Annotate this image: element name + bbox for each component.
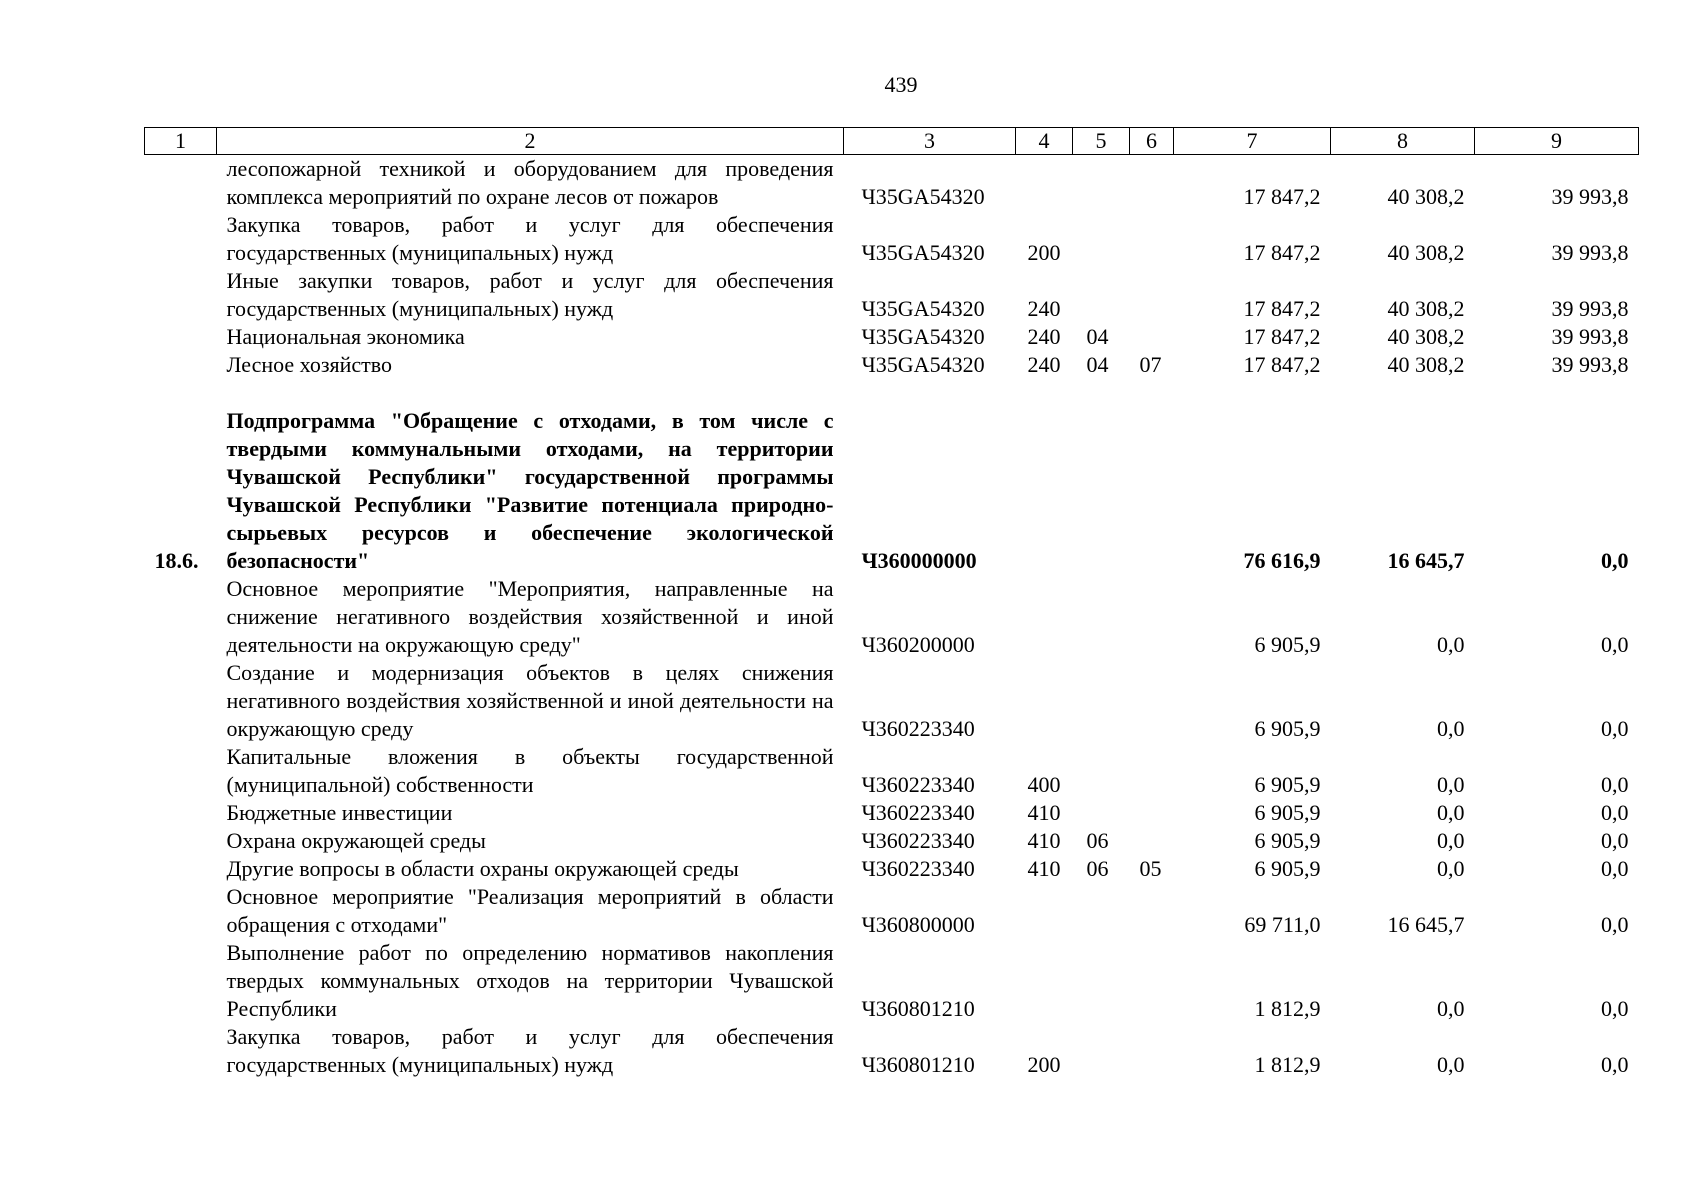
amount-col8: 0,0 — [1437, 772, 1465, 797]
subsection-code: 05 — [1139, 856, 1162, 881]
subsection-code — [1130, 827, 1174, 855]
row-number — [145, 267, 217, 323]
amount-col8: 16 645,7 — [1387, 548, 1465, 573]
row-number — [145, 743, 217, 799]
subsection-code: 07 — [1139, 352, 1162, 377]
section-code — [1073, 267, 1130, 323]
expense-type-code: 410 — [1027, 800, 1061, 825]
expense-type-code — [1016, 883, 1073, 939]
table-row — [145, 407, 1639, 575]
amount-col9: 0,0 — [1601, 912, 1629, 937]
amount-col7: 17 847,2 — [1243, 296, 1321, 321]
column-header: 7 — [1174, 128, 1331, 155]
row-number — [145, 659, 217, 743]
expense-type-code: 410 — [1027, 856, 1061, 881]
section-code: 04 — [1086, 324, 1109, 349]
expense-type-code — [1016, 575, 1073, 659]
expense-type-code: 200 — [1027, 240, 1061, 265]
row-name: Лесное хозяйство — [226, 352, 393, 377]
target-article-code: Ч360223340 — [861, 772, 975, 797]
expense-type-code: 200 — [1027, 1052, 1061, 1077]
amount-col9: 0,0 — [1601, 800, 1629, 825]
target-article-code: Ч360800000 — [861, 912, 975, 937]
section-code — [1073, 1023, 1130, 1079]
amount-col9: 0,0 — [1601, 632, 1629, 657]
amount-col9: 0,0 — [1601, 828, 1629, 853]
target-article-code: Ч360223340 — [861, 828, 975, 853]
target-article-code: Ч360223340 — [861, 856, 975, 881]
row-number — [145, 211, 217, 267]
table-row — [145, 211, 1639, 267]
amount-col7: 6 905,9 — [1254, 856, 1321, 881]
section-code — [1073, 211, 1130, 267]
amount-col9: 39 993,8 — [1551, 296, 1629, 321]
amount-col8: 0,0 — [1437, 800, 1465, 825]
expense-type-code — [1016, 659, 1073, 743]
amount-col7: 6 905,9 — [1254, 632, 1321, 657]
section-code — [1073, 743, 1130, 799]
spacer-row — [145, 379, 1639, 407]
target-article-code: Ч360223340 — [861, 716, 975, 741]
subsection-code — [1130, 1023, 1174, 1079]
amount-col8: 0,0 — [1437, 1052, 1465, 1077]
row-name: Бюджетные инвестиции — [226, 800, 453, 825]
subsection-code — [1130, 211, 1174, 267]
table-row — [145, 855, 1639, 883]
row-name: Основное мероприятие "Мероприятия, направленные на снижение негативного воздействия хозяйственной и иной деятельности на окружающую среду" — [226, 576, 834, 657]
expense-type-code — [1016, 155, 1073, 212]
amount-col7: 76 616,9 — [1243, 548, 1321, 573]
table-row — [145, 1023, 1639, 1079]
subsection-code — [1130, 407, 1174, 575]
row-name: Закупка товаров, работ и услуг для обеспечения государственных (муниципальных) нужд — [226, 1024, 834, 1077]
table-row — [145, 323, 1639, 351]
row-name: Создание и модернизация объектов в целях снижения негативного воздействия хозяйственной и иной деятельности на окружающую среду — [226, 660, 834, 741]
amount-col7: 17 847,2 — [1243, 240, 1321, 265]
expense-type-code: 400 — [1027, 772, 1061, 797]
row-name: Иные закупки товаров, работ и услуг для обеспечения государственных (муниципальных) нужд — [226, 268, 834, 321]
section-code — [1073, 883, 1130, 939]
column-header: 6 — [1130, 128, 1174, 155]
column-header: 3 — [844, 128, 1016, 155]
amount-col7: 17 847,2 — [1243, 352, 1321, 377]
column-header: 8 — [1331, 128, 1475, 155]
table-row — [145, 883, 1639, 939]
row-number — [145, 855, 217, 883]
spacer-cell — [145, 379, 1639, 407]
table-header-row — [145, 128, 1639, 155]
amount-col7: 17 847,2 — [1243, 324, 1321, 349]
amount-col9: 39 993,8 — [1551, 324, 1629, 349]
amount-col9: 0,0 — [1601, 716, 1629, 741]
target-article-code: Ч360200000 — [861, 632, 975, 657]
amount-col8: 40 308,2 — [1387, 240, 1465, 265]
column-header: 1 — [145, 128, 217, 155]
table-row — [145, 155, 1639, 212]
section-code: 04 — [1086, 352, 1109, 377]
amount-col7: 69 711,0 — [1244, 912, 1321, 937]
subsection-code — [1130, 155, 1174, 212]
expense-type-code: 240 — [1027, 324, 1061, 349]
column-header: 5 — [1073, 128, 1130, 155]
row-name: Подпрограмма "Обращение с отходами, в том числе с твердыми коммунальными отходами, на территории Чувашской Республики" государственной программы Чувашской Республики "Развитие потенциала природно-сырьевых ресурсов и обеспечение экологической безопасности" — [226, 408, 834, 573]
section-code — [1073, 939, 1130, 1023]
column-header: 2 — [217, 128, 844, 155]
amount-col8: 40 308,2 — [1387, 324, 1465, 349]
row-name: лесопожарной техникой и оборудованием для проведения комплекса мероприятий по охране лесов от пожаров — [226, 156, 834, 209]
amount-col7: 6 905,9 — [1254, 772, 1321, 797]
page-number: 439 — [884, 72, 918, 97]
target-article-code: Ч360000000 — [861, 548, 977, 573]
amount-col9: 0,0 — [1601, 856, 1629, 881]
target-article-code: Ч360223340 — [861, 800, 975, 825]
amount-col7: 6 905,9 — [1254, 800, 1321, 825]
section-code — [1073, 155, 1130, 212]
amount-col8: 40 308,2 — [1387, 296, 1465, 321]
row-number — [145, 827, 217, 855]
amount-col9: 0,0 — [1601, 548, 1629, 573]
row-name: Закупка товаров, работ и услуг для обеспечения государственных (муниципальных) нужд — [226, 212, 834, 265]
section-code — [1073, 799, 1130, 827]
expense-type-code — [1016, 407, 1073, 575]
column-header: 4 — [1016, 128, 1073, 155]
row-name: Национальная экономика — [226, 324, 465, 349]
table-row — [145, 827, 1639, 855]
row-name: Выполнение работ по определению нормативов накопления твердых коммунальных отходов на территории Чувашской Республики — [226, 940, 834, 1021]
amount-col8: 0,0 — [1437, 996, 1465, 1021]
amount-col8: 0,0 — [1437, 856, 1465, 881]
row-number: 18.6. — [154, 548, 199, 573]
section-code — [1073, 407, 1130, 575]
section-code: 06 — [1086, 828, 1109, 853]
row-number — [145, 883, 217, 939]
budget-table — [144, 127, 1639, 1079]
target-article-code: Ч35GA54320 — [861, 352, 985, 377]
section-code — [1073, 659, 1130, 743]
expense-type-code: 410 — [1027, 828, 1061, 853]
amount-col7: 1 812,9 — [1254, 996, 1321, 1021]
amount-col7: 6 905,9 — [1254, 716, 1321, 741]
target-article-code: Ч35GA54320 — [861, 324, 985, 349]
amount-col9: 0,0 — [1601, 1052, 1629, 1077]
target-article-code: Ч35GA54320 — [861, 184, 985, 209]
table-row — [145, 743, 1639, 799]
amount-col9: 39 993,8 — [1551, 184, 1629, 209]
amount-col8: 0,0 — [1437, 828, 1465, 853]
subsection-code — [1130, 743, 1174, 799]
expense-type-code — [1016, 939, 1073, 1023]
row-number — [145, 351, 217, 379]
section-code — [1073, 575, 1130, 659]
target-article-code: Ч360801210 — [861, 1052, 975, 1077]
amount-col8: 0,0 — [1437, 632, 1465, 657]
table-row — [145, 351, 1639, 379]
amount-col9: 0,0 — [1601, 996, 1629, 1021]
table-row — [145, 659, 1639, 743]
row-number — [145, 939, 217, 1023]
amount-col8: 16 645,7 — [1387, 912, 1465, 937]
expense-type-code: 240 — [1027, 296, 1061, 321]
target-article-code: Ч360801210 — [861, 996, 975, 1021]
row-name: Охрана окружающей среды — [226, 828, 486, 853]
row-name: Капитальные вложения в объекты государственной (муниципальной) собственности — [226, 744, 834, 797]
expense-type-code: 240 — [1027, 352, 1061, 377]
row-name: Основное мероприятие "Реализация мероприятий в области обращения с отходами" — [226, 884, 834, 937]
subsection-code — [1130, 575, 1174, 659]
amount-col8: 0,0 — [1437, 716, 1465, 741]
row-name: Другие вопросы в области охраны окружающей среды — [226, 856, 739, 881]
subsection-code — [1130, 883, 1174, 939]
table-body — [145, 155, 1639, 1080]
target-article-code: Ч35GA54320 — [861, 296, 985, 321]
target-article-code: Ч35GA54320 — [861, 240, 985, 265]
amount-col9: 39 993,8 — [1551, 240, 1629, 265]
row-number — [145, 323, 217, 351]
amount-col9: 39 993,8 — [1551, 352, 1629, 377]
row-number — [145, 1023, 217, 1079]
column-header: 9 — [1475, 128, 1639, 155]
subsection-code — [1130, 659, 1174, 743]
subsection-code — [1130, 323, 1174, 351]
amount-col8: 40 308,2 — [1387, 184, 1465, 209]
table-row — [145, 267, 1639, 323]
amount-col7: 1 812,9 — [1254, 1052, 1321, 1077]
row-number — [145, 575, 217, 659]
subsection-code — [1130, 267, 1174, 323]
table-row — [145, 939, 1639, 1023]
subsection-code — [1130, 939, 1174, 1023]
section-code: 06 — [1086, 856, 1109, 881]
table-row — [145, 575, 1639, 659]
subsection-code — [1130, 799, 1174, 827]
amount-col7: 6 905,9 — [1254, 828, 1321, 853]
row-number — [145, 799, 217, 827]
amount-col9: 0,0 — [1601, 772, 1629, 797]
table-row — [145, 799, 1639, 827]
amount-col8: 40 308,2 — [1387, 352, 1465, 377]
row-number — [145, 155, 217, 212]
amount-col7: 17 847,2 — [1243, 184, 1321, 209]
